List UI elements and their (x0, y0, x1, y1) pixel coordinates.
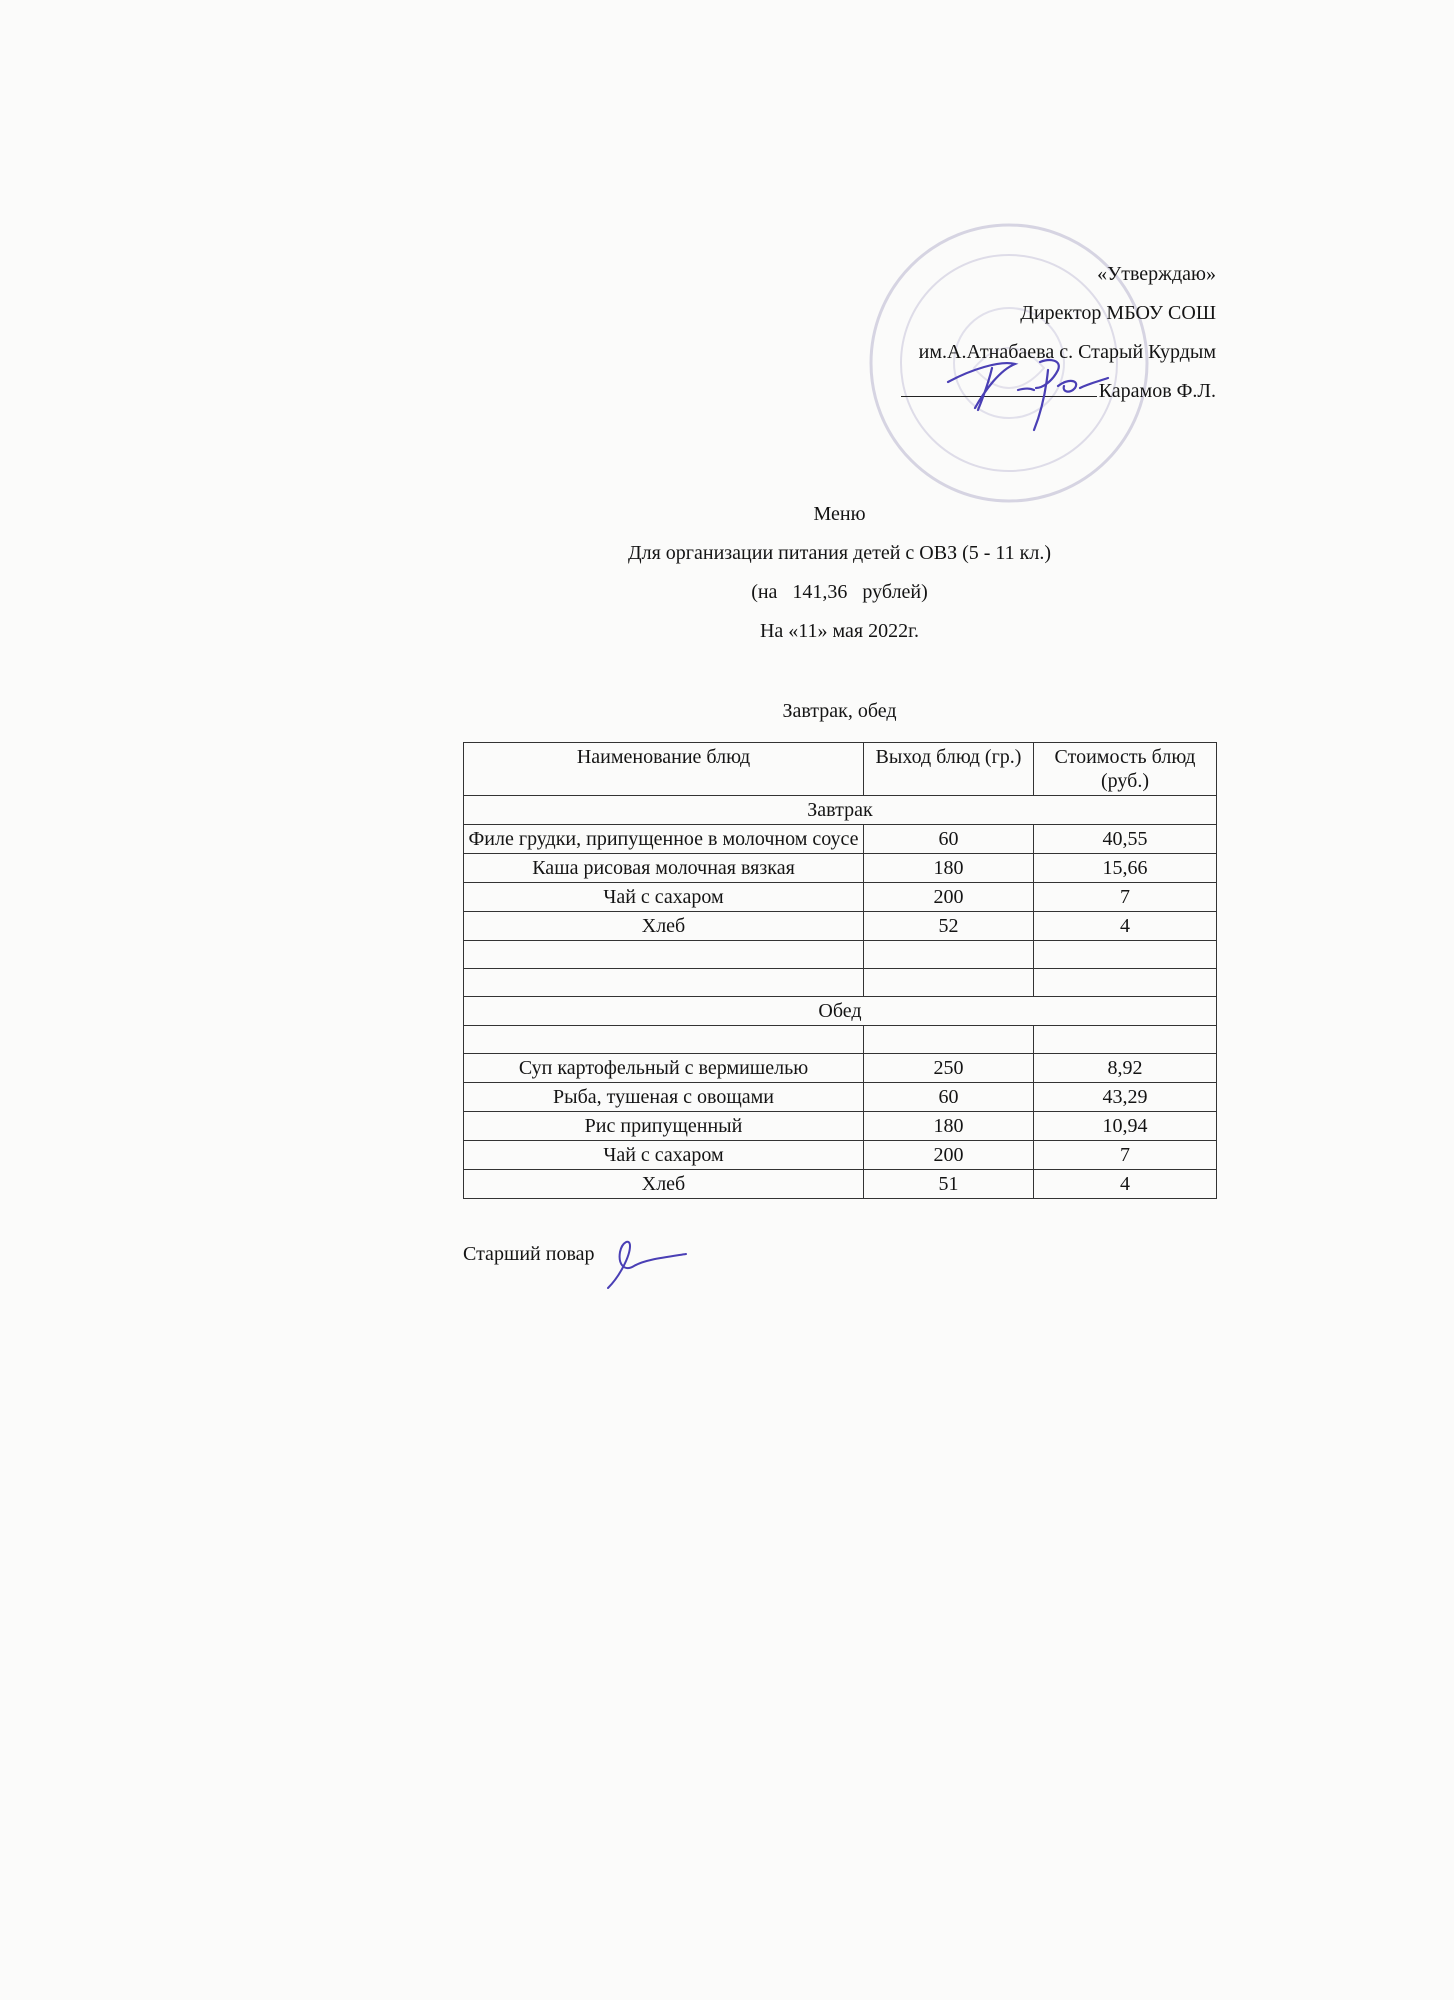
dish-price: 4 (1034, 912, 1217, 941)
empty-row (464, 969, 1217, 997)
table-row (464, 854, 1217, 883)
empty-cell (464, 969, 864, 997)
section-label-breakfast: Завтрак (464, 796, 1217, 825)
table-row (464, 1083, 1217, 1112)
empty-row (464, 1026, 1217, 1054)
menu-subtitle: Для организации питания детей с ОВЗ (5 - 11 кл.) (627, 542, 1052, 564)
dish-name: Хлеб (464, 912, 864, 941)
table-row (464, 1054, 1217, 1083)
empty-cell (864, 1026, 1034, 1054)
table-row (464, 1170, 1217, 1199)
dish-price: 43,29 (1034, 1083, 1217, 1112)
dish-price: 15,66 (1034, 854, 1217, 883)
menu-title: Меню (813, 503, 866, 525)
director-name: Карамов Ф.Л. (1098, 380, 1216, 402)
approval-position: Директор МБОУ СОШ (1020, 302, 1216, 324)
dish-name: Рыба, тушеная с овощами (464, 1083, 864, 1112)
dish-weight: 180 (864, 1112, 1034, 1141)
dish-weight: 200 (864, 1141, 1034, 1170)
menu-table (463, 742, 1217, 1199)
dish-name: Рис припущенный (464, 1112, 864, 1141)
menu-header (463, 495, 1216, 651)
dish-price: 4 (1034, 1170, 1217, 1199)
dish-price: 7 (1034, 1141, 1217, 1170)
chef-signature (600, 1236, 690, 1296)
table-row (464, 883, 1217, 912)
dish-weight: 180 (864, 854, 1034, 883)
dish-weight: 51 (864, 1170, 1034, 1199)
dish-name: Хлеб (464, 1170, 864, 1199)
menu-price-line: (на 141,36 рублей) (751, 581, 928, 603)
approval-heading: «Утверждаю» (1097, 263, 1216, 285)
dish-price: 10,94 (1034, 1112, 1217, 1141)
dish-name: Чай с сахаром (464, 883, 864, 912)
dish-price: 7 (1034, 883, 1217, 912)
empty-cell (1034, 1026, 1217, 1054)
chef-label: Старший повар (463, 1243, 595, 1265)
section-row-breakfast (464, 796, 1217, 825)
empty-cell (864, 941, 1034, 969)
dish-name: Каша рисовая молочная вязкая (464, 854, 864, 883)
dish-weight: 60 (864, 1083, 1034, 1112)
empty-cell (1034, 941, 1217, 969)
table-header-row (464, 743, 1217, 796)
empty-row (464, 941, 1217, 969)
dish-name: Филе грудки, припущенное в молочном соусе (464, 825, 864, 854)
dish-name: Чай с сахаром (464, 1141, 864, 1170)
column-header-weight: Выход блюд (гр.) (864, 743, 1034, 796)
dish-price: 8,92 (1034, 1054, 1217, 1083)
empty-cell (1034, 969, 1217, 997)
dish-weight: 250 (864, 1054, 1034, 1083)
director-signature (930, 330, 1120, 440)
section-title: Завтрак, обед (782, 700, 897, 722)
table-row (464, 825, 1217, 854)
section-row-lunch (464, 997, 1217, 1026)
column-header-dish: Наименование блюд (464, 743, 864, 796)
menu-date-line: На «11» мая 2022г. (759, 620, 920, 642)
dish-weight: 52 (864, 912, 1034, 941)
empty-cell (464, 1026, 864, 1054)
table-row (464, 912, 1217, 941)
dish-weight: 60 (864, 825, 1034, 854)
table-row (464, 1141, 1217, 1170)
approval-school: им.А.Атнабаева с. Старый Курдым (918, 341, 1216, 363)
dish-price: 40,55 (1034, 825, 1217, 854)
empty-cell (464, 941, 864, 969)
dish-name: Суп картофельный с вермишелью (464, 1054, 864, 1083)
dish-weight: 200 (864, 883, 1034, 912)
empty-cell (864, 969, 1034, 997)
column-header-price: Стоимость блюд (руб.) (1034, 743, 1217, 796)
section-label-lunch: Обед (464, 997, 1217, 1026)
table-row (464, 1112, 1217, 1141)
